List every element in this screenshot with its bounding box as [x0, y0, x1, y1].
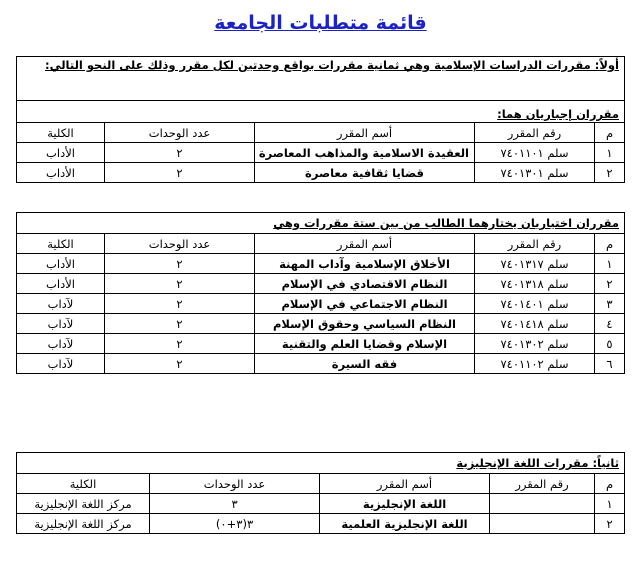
- row-code: سلم ٧٤٠١٣٠١: [475, 163, 595, 183]
- row-units: ٣: [150, 494, 320, 514]
- row-num: ٢: [595, 514, 625, 534]
- row-units: ٢: [105, 294, 255, 314]
- row-units: ٢: [105, 143, 255, 163]
- islamic-mandatory-table: [16, 56, 625, 183]
- row-course-name: العقيدة الاسلامية والمذاهب المعاصرة: [255, 143, 475, 163]
- row-college: مركز اللغة الإنجليزية: [17, 514, 150, 534]
- header-num: م: [595, 234, 625, 254]
- row-num: ٢: [595, 274, 625, 294]
- table-header-row: [17, 234, 625, 254]
- header-num: م: [595, 474, 625, 494]
- row-course-name: اللغة الإنجليزية العلمية: [320, 514, 490, 534]
- header-college: الكلية: [17, 234, 105, 254]
- header-college: الكلية: [17, 123, 105, 143]
- row-code: سلم ٧٤٠١٣١٨: [475, 274, 595, 294]
- row-college: الأداب: [17, 254, 105, 274]
- table-row: [17, 514, 625, 534]
- page-title: قائمة متطلبات الجامعة: [214, 12, 427, 34]
- table-row: [17, 163, 625, 183]
- row-units: ٢: [105, 354, 255, 374]
- row-code: سلم ٧٤٠١١٠٢: [475, 354, 595, 374]
- row-units: ٢: [105, 334, 255, 354]
- table-row: [17, 494, 625, 514]
- row-college: الأداب: [17, 274, 105, 294]
- row-course-name: فقه السيرة: [255, 354, 475, 374]
- section1-mandatory-heading: مقرران إجباريان هما:: [17, 101, 625, 123]
- row-course-name: الأخلاق الإسلامية وآداب المهنة: [255, 254, 475, 274]
- row-code: سلم ٧٤٠١٣٠٢: [475, 334, 595, 354]
- section1-intro: أولاً: مقررات الدراسات الإسلامية وهي ثمانية مقررات بواقع وحدتين لكل مقرر وذلك على النحو التالي:: [17, 57, 625, 101]
- header-units: عدد الوحدات: [105, 234, 255, 254]
- row-num: ١: [595, 494, 625, 514]
- row-code: سلم ٧٤٠١٣١٧: [475, 254, 595, 274]
- row-college: الأداب: [17, 143, 105, 163]
- table-row: [17, 294, 625, 314]
- row-course-name: قضايا ثقافية معاصرة: [255, 163, 475, 183]
- table-row: [17, 334, 625, 354]
- table-row: [17, 354, 625, 374]
- row-college: لآداب: [17, 354, 105, 374]
- row-college: لآداب: [17, 314, 105, 334]
- section2-heading: مقرران اختياريان يختارهما الطالب من بين ستة مقررات وهي: [17, 213, 625, 234]
- row-code: [490, 514, 595, 534]
- table-row: [17, 143, 625, 163]
- header-college: الكلية: [17, 474, 150, 494]
- row-units: ٣(٣+٠): [150, 514, 320, 534]
- row-num: ٦: [595, 354, 625, 374]
- row-units: ٢: [105, 314, 255, 334]
- section3-heading: ثانياً: مقررات اللغة الإنجليزية: [17, 453, 625, 474]
- table-header-row: [17, 474, 625, 494]
- row-college: لآداب: [17, 294, 105, 314]
- row-code: سلم ٧٤٠١٤١٨: [475, 314, 595, 334]
- table-row: [17, 314, 625, 334]
- table-row: [17, 254, 625, 274]
- row-num: ١: [595, 254, 625, 274]
- row-num: ٢: [595, 163, 625, 183]
- header-code: رقم المقرر: [475, 234, 595, 254]
- row-code: سلم ٧٤٠١٤٠١: [475, 294, 595, 314]
- english-courses-table: [16, 452, 625, 534]
- header-code: رقم المقرر: [490, 474, 595, 494]
- row-units: ٢: [105, 254, 255, 274]
- table-row: [17, 274, 625, 294]
- row-course-name: النظام الاقتصادي في الإسلام: [255, 274, 475, 294]
- header-name: أسم المقرر: [255, 123, 475, 143]
- header-units: عدد الوحدات: [105, 123, 255, 143]
- row-code: سلم ٧٤٠١١٠١: [475, 143, 595, 163]
- row-num: ٤: [595, 314, 625, 334]
- row-num: ٥: [595, 334, 625, 354]
- row-num: ٣: [595, 294, 625, 314]
- islamic-elective-table: [16, 212, 625, 374]
- row-course-name: الإسلام وقضايا العلم والتقنية: [255, 334, 475, 354]
- row-course-name: النظام السياسي وحقوق الإسلام: [255, 314, 475, 334]
- row-college: الأداب: [17, 163, 105, 183]
- row-num: ١: [595, 143, 625, 163]
- row-course-name: النظام الاجتماعي في الإسلام: [255, 294, 475, 314]
- table-header-row: [17, 123, 625, 143]
- row-units: ٢: [105, 163, 255, 183]
- row-college: مركز اللغة الإنجليزية: [17, 494, 150, 514]
- row-college: لآداب: [17, 334, 105, 354]
- row-units: ٢: [105, 274, 255, 294]
- header-name: أسم المقرر: [255, 234, 475, 254]
- header-code: رقم المقرر: [475, 123, 595, 143]
- header-num: م: [595, 123, 625, 143]
- row-course-name: اللغة الإنجليزية: [320, 494, 490, 514]
- row-code: [490, 494, 595, 514]
- header-name: أسم المقرر: [320, 474, 490, 494]
- header-units: عدد الوحدات: [150, 474, 320, 494]
